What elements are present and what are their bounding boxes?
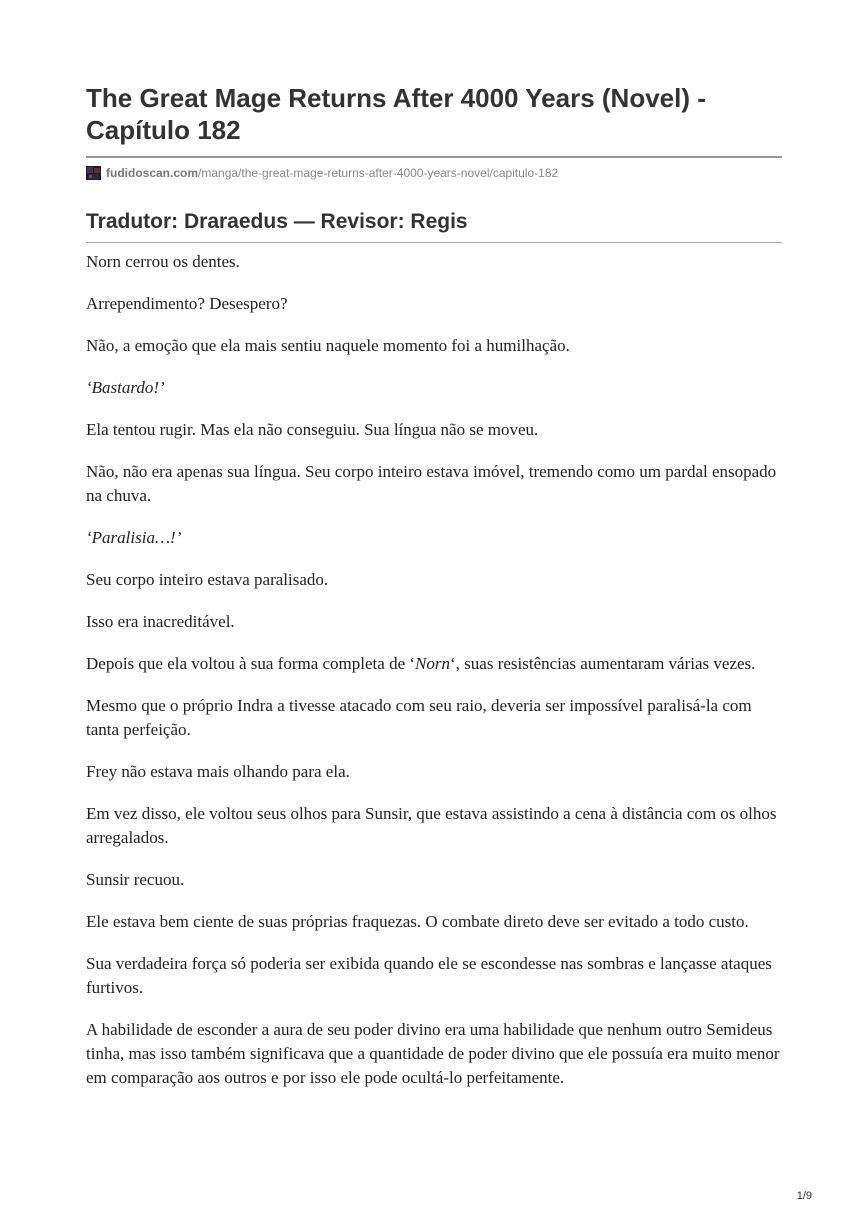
paragraph: A habilidade de esconder a aura de seu poder divino era uma habilidade que nenhum outro Semideus tinha, mas isso também significava que a quantidade de poder divino que ele possuía era muito menor em comparação aos outros e por isso ele pode ocultá-lo perfeitamente. — [86, 1020, 780, 1087]
paragraph — [86, 526, 782, 550]
paragraph: Arrependimento? Desespero? — [86, 294, 288, 313]
paragraph: Em vez disso, ele voltou seus olhos para Sunsir, que estava assistindo a cena à distância com os olhos arregalados. — [86, 804, 777, 847]
source-path[interactable]: /manga/the-great-mage-returns-after-4000-years-novel/capitulo-182 — [198, 166, 559, 180]
credits-heading: Tradutor: Draraedus — Revisor: Regis — [86, 210, 468, 233]
paragraph: Seu corpo inteiro estava paralisado. — [86, 570, 329, 589]
chapter-text — [86, 250, 782, 1090]
paragraph: Sunsir recuou. — [86, 870, 185, 889]
paragraph-part: Depois que ela voltou à sua forma completa de ‘ — [86, 654, 416, 673]
paragraph: Não, a emoção que ela mais sentiu naquele momento foi a humilhação. — [86, 336, 570, 355]
italic-name: Norn — [415, 654, 450, 673]
document-page — [86, 0, 782, 1108]
credits-divider — [86, 242, 782, 243]
paragraph: Isso era inacreditável. — [86, 612, 235, 631]
title-divider — [86, 156, 782, 158]
title-line-2: Capítulo 182 — [86, 115, 241, 145]
paragraph: Mesmo que o próprio Indra a tivesse atacado com seu raio, deveria ser impossível paralisá-la com tanta perfeição. — [86, 696, 752, 739]
source-link[interactable] — [86, 165, 782, 181]
paragraph: Norn cerrou os dentes. — [86, 252, 240, 271]
paragraph: Ele estava bem ciente de suas próprias fraquezas. O combate direto deve ser evitado a todo custo. — [86, 912, 749, 931]
italic-thought: ‘Bastardo!’ — [86, 378, 165, 397]
title-line-1: The Great Mage Returns After 4000 Years (Novel) - — [86, 83, 706, 113]
source-domain[interactable]: fudidoscan.com — [106, 166, 199, 180]
page-title — [86, 0, 782, 146]
paragraph: Sua verdadeira força só poderia ser exibida quando ele se escondesse nas sombras e lançasse ataques furtivos. — [86, 954, 772, 997]
paragraph: Ela tentou rugir. Mas ela não conseguiu. Sua língua não se moveu. — [86, 420, 539, 439]
paragraph: Não, não era apenas sua língua. Seu corpo inteiro estava imóvel, tremendo como um pardal ensopado na chuva. — [86, 462, 777, 505]
paragraph: Frey não estava mais olhando para ela. — [86, 762, 350, 781]
italic-thought: ‘Paralisia…!’ — [86, 528, 182, 547]
paragraph — [86, 376, 782, 400]
page-number: 1/9 — [796, 1190, 812, 1202]
site-favicon-icon — [86, 166, 101, 180]
paragraph-part: ‘, suas resistências aumentaram várias vezes. — [450, 654, 756, 673]
paragraph — [86, 652, 782, 676]
